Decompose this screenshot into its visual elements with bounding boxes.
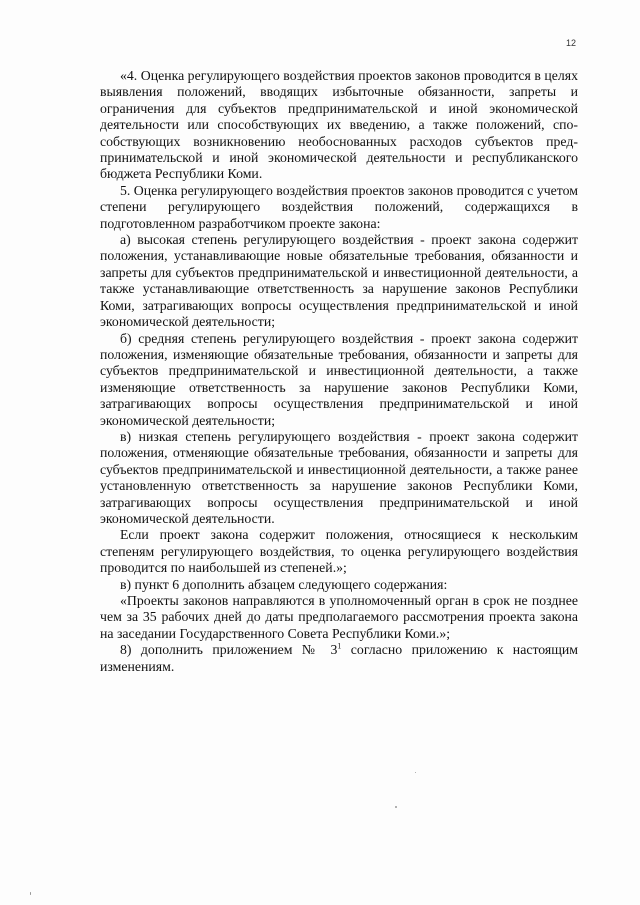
scan-speck — [395, 806, 397, 808]
paragraph-5c: в) низкая степень регулирующего воздействия - проект закона содержит положения, отменяющие обязательные требования, обязанности и запреты для субъектов предпринимательской и инвестиционной деятельности, а также ранее установленную ответственность за нарушение законов Республики Коми, затрагивающих вопросы осуществления предпринимательской и иной экономической деятельности. — [100, 428, 578, 526]
paragraph-multiple-degrees: Если проект закона содержит положения, относящиеся к нескольким степеням регулирующего воздействия, то оценка регулирующего воздействия проводится по наибольшей из степеней.»; — [100, 527, 578, 576]
page-number: 12 — [565, 38, 576, 48]
paragraph-item-8 — [100, 642, 578, 675]
paragraph-5b: б) средняя степень регулирующего воздействия - проект закона содержит положения, изменяющие обязательные требования, обязанности и запреты для субъектов предпринимательской и инвестиционной деятельности, а также изменяющие ответственность за нарушение законов Республики Коми, затрагивающих вопросы осуществления предпринимательской и иной экономической деятельности; — [100, 330, 578, 428]
paragraph-quote-deadline: «Проекты законов направляются в уполномоченный орган в срок не позднее чем за 35 рабочих дней до даты предполагаемого рассмотрения проекта закона на заседании Государственного Совета Республики Коми.»; — [100, 593, 578, 641]
document-body — [100, 68, 578, 675]
paragraph-5a: а) высокая степень регулирующего воздействия - проект закона содержит положения, устанавливающие новые обязательные требования, обязанности и запреты для субъектов предпринимательской и инвестиционной деятельности, а также устанавливающие ответственность за нарушение законов Республики Коми, затрагивающих вопросы осуществления предпринимательской и иной экономической деятельности; — [100, 232, 578, 330]
scan-speck — [30, 892, 31, 895]
item-8-text: 8) дополнить приложением № 3 — [120, 642, 338, 658]
scan-speck — [415, 772, 416, 773]
item-8-superscript: 1 — [337, 641, 342, 651]
paragraph-item-v: в) пункт 6 дополнить абзацем следующего содержания: — [120, 576, 448, 592]
paragraph-5: 5. Оценка регулирующего воздействия проектов законов проводится с учетом степени регулирующего воздействия положений, содержащихся в подготовленном разработчиком проекте закона: — [100, 182, 578, 231]
item-8-text-end: согласно приложению к настоящим изменениям. — [100, 642, 579, 674]
paragraph-4: «4. Оценка регулирующего воздействия проектов законов проводится в целях выявления положений, вводящих избыточные обязанности, запреты и ограничения для субъектов предпринимательской и иной экономической деятельности или способствующих их введению, а также положений, способствующих возникновению необоснованных расходов субъектов предпринимательской и иной экономической деятельности и республиканского бюджета Республики Коми. — [100, 68, 578, 182]
